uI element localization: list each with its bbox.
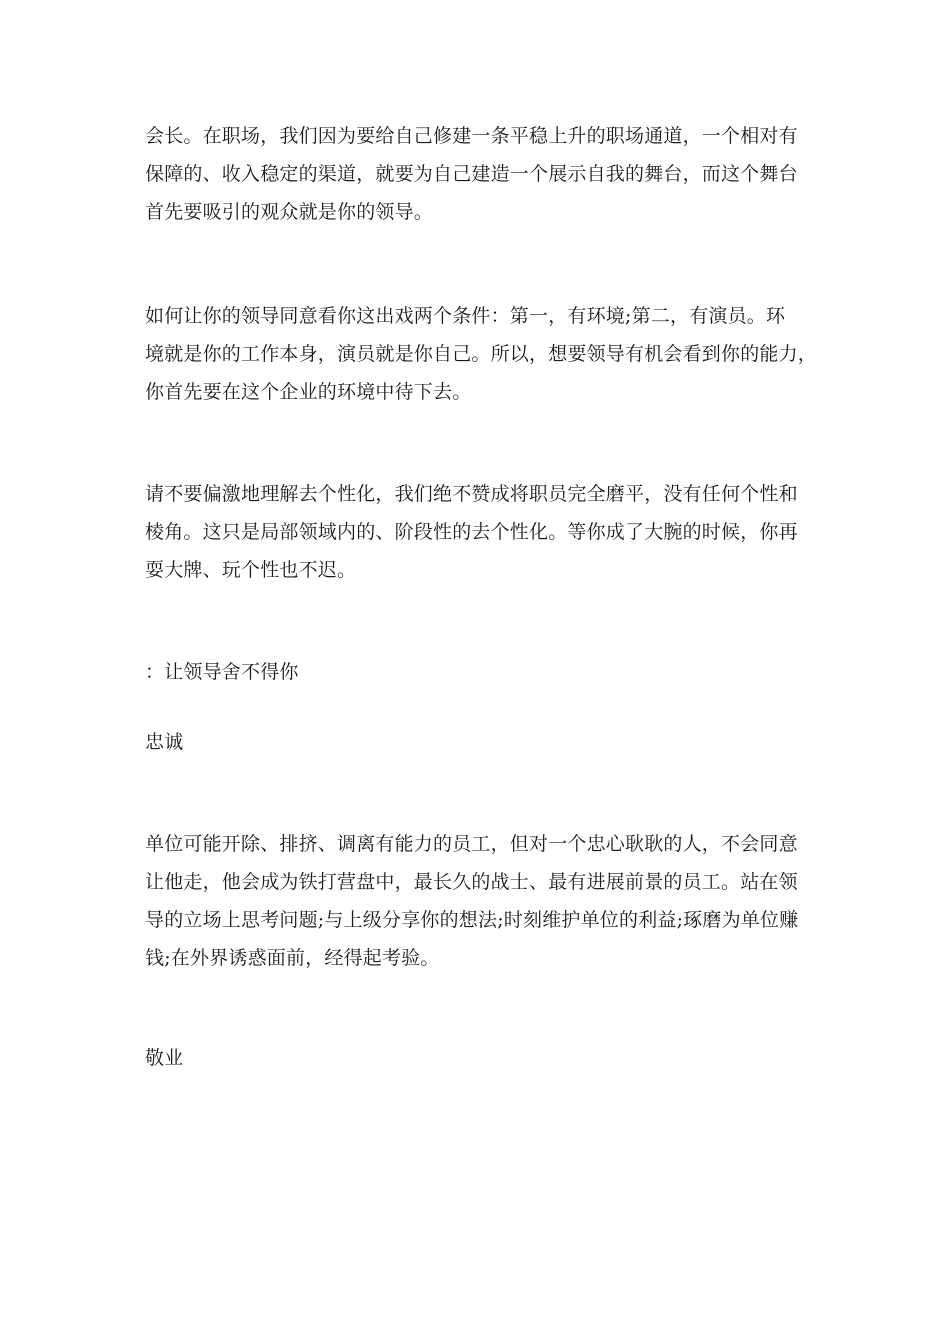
- paragraph-line: 棱角。这只是局部领域内的、阶段性的去个性化。等你成了大腕的时候，你再: [145, 521, 798, 543]
- section-heading: ：让领导舍不得你: [145, 661, 299, 683]
- paragraph-line: 如何让你的领导同意看你这出戏两个条件：第一，有环境;第二，有演员。环: [145, 305, 786, 327]
- paragraph-line: 钱;在外界诱惑面前，经得起考验。: [145, 947, 440, 969]
- paragraph-line: 首先要吸引的观众就是你的领导。: [145, 201, 434, 223]
- paragraph-line: 境就是你的工作本身，演员就是你自己。所以，想要领导有机会看到你的能力，: [145, 343, 818, 365]
- paragraph-line: 单位可能开除、排挤、调离有能力的员工，但对一个忠心耿耿的人，不会同意: [145, 833, 798, 855]
- paragraph-line: 请不要偏激地理解去个性化，我们绝不赞成将职员完全磨平，没有任何个性和: [145, 483, 798, 505]
- paragraph-line: 导的立场上思考问题;与上级分享你的想法;时刻维护单位的利益;琢磨为单位赚: [145, 909, 799, 931]
- paragraph-line: 让他走，他会成为铁打营盘中，最长久的战士、最有进展前景的员工。站在领: [145, 871, 798, 893]
- subsection-heading: 敬业: [145, 1047, 184, 1069]
- subsection-heading: 忠诚: [145, 731, 184, 753]
- paragraph-line: 你首先要在这个企业的环境中待下去。: [145, 381, 472, 403]
- paragraph-line: 保障的、收入稳定的渠道，就要为自己建造一个展示自我的舞台，而这个舞台: [145, 163, 798, 185]
- paragraph-line: 耍大牌、玩个性也不迟。: [145, 559, 357, 581]
- paragraph-line: 会长。在职场，我们因为要给自己修建一条平稳上升的职场通道，一个相对有: [145, 125, 798, 147]
